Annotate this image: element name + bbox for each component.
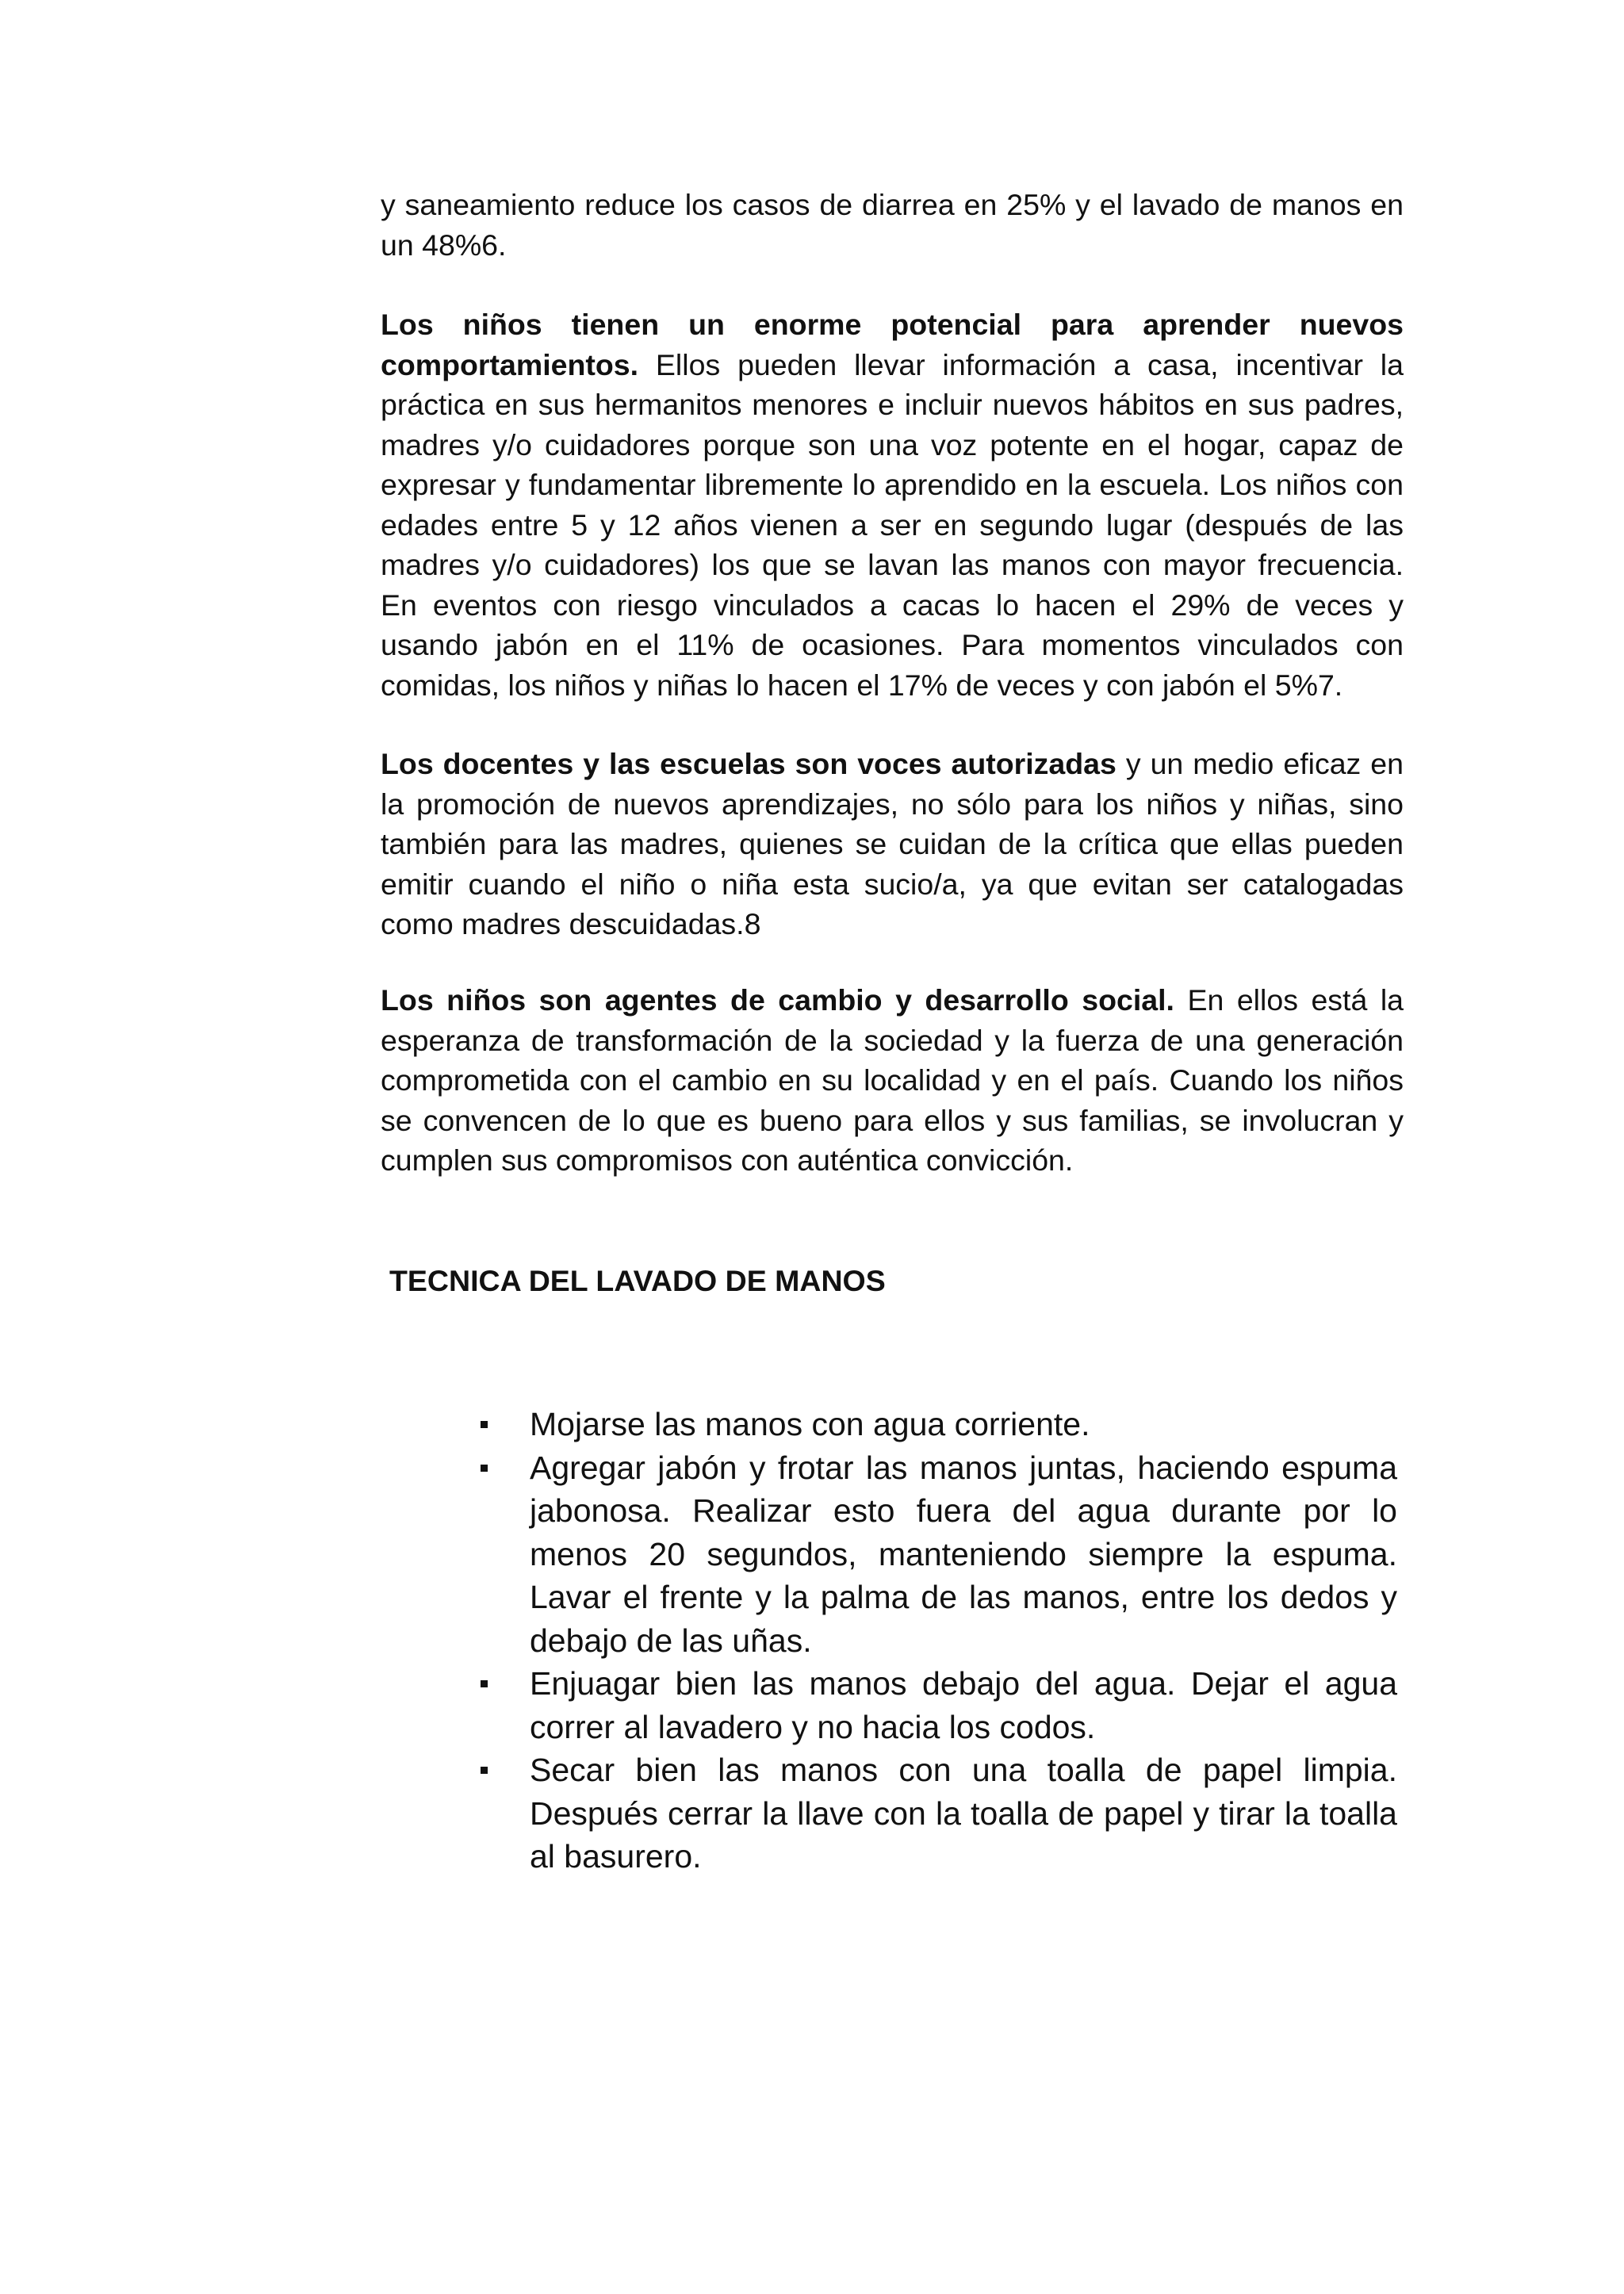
step-text: Mojarse las manos con agua corriente. (530, 1406, 1090, 1442)
paragraph-agentes-bold-lead: Los niños son agentes de cambio y desarrollo social. (381, 983, 1174, 1017)
list-item (481, 1662, 1397, 1748)
square-bullet-icon (481, 1421, 488, 1428)
paragraph-ninos-text: Ellos pueden llevar información a casa, incentivar la práctica en sus hermanitos menores e incluir nuevos hábitos en sus padres, madres y/o cuidadores porque son una voz potente en el hogar, capaz de expresar y fundamentar libremente lo aprendido en la escuela. Los niños con edades entre 5 y 12 años vienen a ser en segundo lugar (después de las madres y/o cuidadores) los que se lavan las manos con mayor frecuencia. En eventos con riesgo vinculados a cacas lo hacen el 29% de veces y usando jabón en el 11% de ocasiones. Para momentos vinculados con comidas, los niños y niñas lo hacen el 17% de veces y con jabón el 5%7. (381, 347, 1404, 702)
square-bullet-icon (481, 1465, 488, 1472)
paragraph-agentes-cambio (381, 980, 1404, 1181)
paragraph-intro-text: y saneamiento reduce los casos de diarrea en 25% y el lavado de manos en un 48%6. (381, 188, 1404, 262)
paragraph-intro (381, 185, 1404, 265)
paragraph-docentes-text: y un medio eficaz en la promoción de nuevos aprendizajes, no sólo para los niños y niñas, sino también para las madres, quienes se cuidan de la crítica que ellas pueden emitir cuando el niño o niña esta sucio/a, ya que evitan ser catalogadas como madres descuidadas.8 (381, 747, 1404, 940)
list-item (481, 1403, 1397, 1446)
paragraph-ninos-bold-lead: Los niños tienen un enorme potencial para aprender nuevos comportamientos. (381, 308, 1404, 381)
paragraph-docentes (381, 744, 1404, 944)
step-text: Agregar jabón y frotar las manos juntas, haciendo espuma jabonosa. Realizar esto fuera del agua durante por lo menos 20 segundos, manteniendo siempre la espuma. Lavar el frente y la palma de las manos, entre los dedos y debajo de las uñas. (530, 1449, 1397, 1659)
paragraph-agentes-text: En ellos está la esperanza de transformación de la sociedad y la fuerza de una generación comprometida con el cambio en su localidad y en el país. Cuando los niños se convencen de lo que es bueno para ellos y sus familias, se involucran y cumplen sus compromisos con auténtica convicción. (381, 983, 1404, 1177)
section-heading: TECNICA DEL LAVADO DE MANOS (389, 1264, 886, 1297)
step-text: Enjuagar bien las manos debajo del agua. Dejar el agua correr al lavadero y no hacia los codos. (530, 1665, 1397, 1745)
square-bullet-icon (481, 1767, 488, 1774)
step-text: Secar bien las manos con una toalla de papel limpia. Después cerrar la llave con la toalla de papel y tirar la toalla al basurero. (530, 1752, 1397, 1875)
square-bullet-icon (481, 1680, 488, 1687)
list-item (481, 1748, 1397, 1878)
list-item (481, 1446, 1397, 1663)
handwashing-steps-list (481, 1403, 1397, 1878)
paragraph-docentes-bold-lead: Los docentes y las escuelas son voces autorizadas (381, 747, 1116, 780)
paragraph-ninos-potencial (381, 304, 1404, 705)
